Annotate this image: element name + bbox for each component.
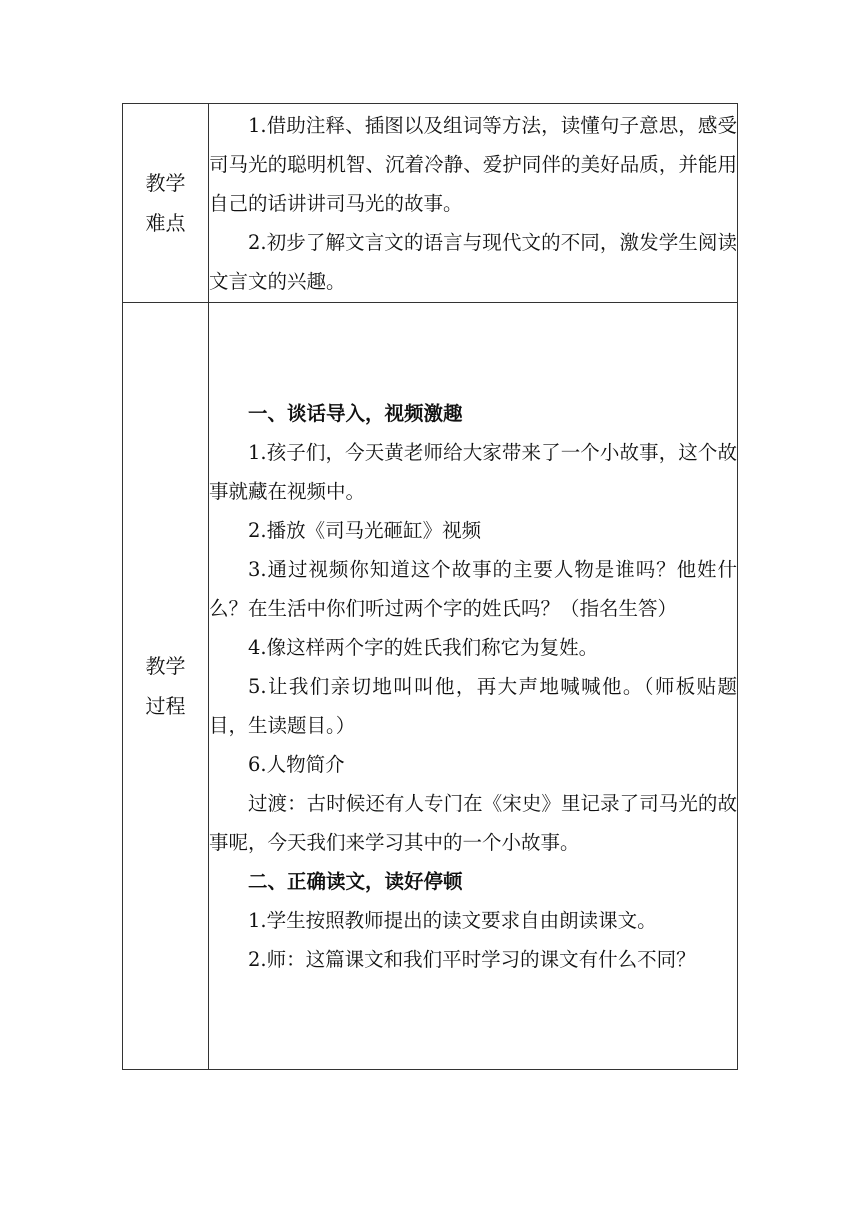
lesson-plan-table: [122, 103, 738, 1070]
row-label: 教学过程: [145, 654, 186, 718]
paragraph: 过渡：古时候还有人专门在《宋史》里记录了司马光的故事呢，今天我们来学习其中的一个小故事。: [209, 791, 737, 854]
paragraph: 3.通过视频你知道这个故事的主要人物是谁吗？他姓什么？在生活中你们听过两个字的姓氏吗？（指名生答）: [209, 557, 737, 620]
row-label-cell: [123, 104, 209, 303]
row-content-cell: [209, 104, 738, 303]
paragraph: 1.借助注释、插图以及组词等方法，读懂句子意思，感受司马光的聪明机智、沉着冷静、爱护同伴的美好品质，并能用自己的话讲讲司马光的故事。: [209, 113, 737, 215]
section-heading: 二、正确读文，读好停顿: [248, 869, 463, 893]
paragraph: 1.学生按照教师提出的读文要求自由朗读课文。: [248, 908, 657, 932]
section-heading: 一、谈话导入，视频激趣: [248, 401, 463, 425]
paragraph: 6.人物简介: [248, 752, 345, 776]
paragraph: 2.初步了解文言文的语言与现代文的不同，激发学生阅读文言文的兴趣。: [209, 230, 737, 293]
paragraph: 5.让我们亲切地叫叫他，再大声地喊喊他。（师板贴题目，生读题目。）: [209, 674, 737, 737]
paragraph: 2.师：这篇课文和我们平时学习的课文有什么不同？: [248, 947, 696, 971]
paragraph: 4.像这样两个字的姓氏我们称它为复姓。: [248, 635, 599, 659]
paragraph: 2.播放《司马光砸缸》视频: [248, 518, 482, 542]
row-label: 教学难点: [145, 171, 186, 235]
table-row: [123, 303, 738, 1070]
row-label-cell: [123, 303, 209, 1070]
table-row: [123, 104, 738, 303]
row-content-cell: [209, 303, 738, 1070]
paragraph: 1.孩子们，今天黄老师给大家带来了一个小故事，这个故事就藏在视频中。: [209, 440, 737, 503]
